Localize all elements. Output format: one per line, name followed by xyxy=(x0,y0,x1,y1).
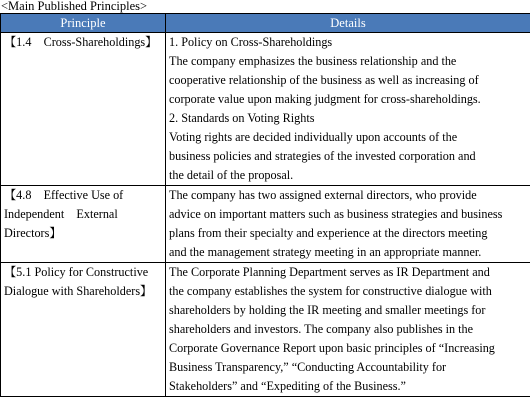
principle-line: 【1.4 Cross-Shareholdings】 xyxy=(4,35,158,49)
detail-line: Stakeholders” and “Expediting of the Business.” xyxy=(169,379,406,393)
table-caption: <Main Published Principles> xyxy=(1,0,148,13)
detail-line: corporate value upon making judgment for cross-shareholdings. xyxy=(169,92,481,106)
detail-line: and the management strategy meeting in an appropriate manner. xyxy=(169,245,482,259)
detail-line: The company has two assigned external directors, who provide xyxy=(169,188,477,202)
detail-line: Business Transparency,” “Conducting Accountability for xyxy=(169,360,447,374)
table-row-constructive-dialogue xyxy=(1,263,530,397)
principle-cell xyxy=(1,186,166,263)
detail-line: The company emphasizes the business relationship and the xyxy=(169,54,457,68)
table-header-row xyxy=(1,14,530,33)
detail-line: 2. Standards on Voting Rights xyxy=(169,111,315,125)
table-row-cross-shareholdings xyxy=(1,33,530,186)
detail-line: Voting rights are decided individually upon accounts of the xyxy=(169,130,458,144)
principles-table xyxy=(0,13,530,397)
detail-line: shareholders by holding the IR meeting and smaller meetings for xyxy=(169,303,486,317)
detail-line: advice on important matters such as business strategies and business xyxy=(169,207,503,221)
detail-line: 1. Policy on Cross-Shareholdings xyxy=(169,35,333,49)
detail-line: plans from their specialty and experience at the directors meeting xyxy=(169,226,488,240)
principle-line: Independent External xyxy=(4,207,118,221)
column-header-principle: Principle xyxy=(1,14,166,33)
details-cell xyxy=(166,186,530,263)
principle-cell xyxy=(1,33,166,186)
detail-line: business policies and strategies of the invested corporation and xyxy=(169,149,476,163)
detail-line: Corporate Governance Report upon basic principles of “Increasing xyxy=(169,341,495,355)
detail-line: shareholders and investors. The company also publishes in the xyxy=(169,322,474,336)
detail-line: The Corporate Planning Department serves as IR Department and xyxy=(169,265,490,279)
principle-line: 【4.8 Effective Use of xyxy=(4,188,124,202)
principle-line: Directors】 xyxy=(4,226,62,240)
principle-cell xyxy=(1,263,166,397)
table-row-external-directors xyxy=(1,186,530,263)
details-cell xyxy=(166,263,530,397)
detail-line: the company establishes the system for constructive dialogue with xyxy=(169,284,492,298)
principle-line: 【5.1 Policy for Constructive xyxy=(4,265,149,279)
details-cell xyxy=(166,33,530,186)
detail-line: the detail of the proposal. xyxy=(169,168,294,182)
column-header-details: Details xyxy=(166,14,530,33)
detail-line: cooperative relationship of the business as well as increasing of xyxy=(169,73,479,87)
principle-line: Dialogue with Shareholders】 xyxy=(4,284,153,298)
